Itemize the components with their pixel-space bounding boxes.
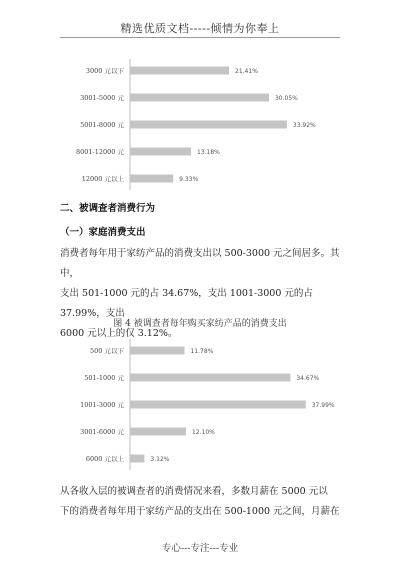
category-label: 500 元以下 [90,347,124,355]
income-distribution-chart [0,55,400,190]
bar [130,455,144,463]
section-paragraph [60,244,345,344]
value-label: 30.05% [274,95,298,102]
category-label: 3001-5000 元 [80,94,124,102]
page-header: 精选优质文档-----倾情为你奉上 [120,22,280,35]
category-label: 501-1000 元 [84,374,124,382]
paragraph-line: 从各收入层的被调查者的消费情况来看，多数月薪在 5000 元以 [60,486,328,497]
bar [130,121,287,129]
category-label: 6000 元以上 [85,455,124,463]
spending-chart [0,335,400,470]
value-label: 33.92% [292,122,316,129]
category-label: 3000 元以下 [85,67,124,75]
header-divider [60,37,340,38]
value-label: 12.10% [191,429,215,436]
section-subheading: （一）家庭消费支出 [60,227,146,238]
category-label: 12000 元以上 [81,175,124,183]
value-label: 21.41% [235,68,258,75]
category-label: 1001-3000 元 [80,401,124,409]
value-label: 37.99% [311,402,335,409]
bar [130,401,306,409]
category-label: 8001-12000 元 [76,148,124,156]
value-label: 11.78% [190,348,214,355]
value-label: 13.18% [196,149,220,156]
paragraph-line: 下的消费者每年用于家纺产品的支出在 500-1000 元之间，月薪在 [60,506,340,517]
bar [130,94,269,102]
section-heading: 二、被调查者消费行为 [60,203,156,214]
bar [130,148,191,156]
value-label: 3.12% [150,456,170,463]
paragraph-line: 6000 元以上的仅 3.12%。 [60,328,178,339]
bar [130,374,290,382]
bar [130,347,184,355]
category-label: 5001-8000 元 [80,121,124,129]
paragraph-line: 消费者每年用于家纺产品的消费支出以 500-3000 元之间居多。其中， [60,248,340,279]
bar [130,67,229,75]
category-label: 3001-6000 元 [80,428,124,436]
value-label: 34.67% [296,375,320,382]
figure-caption: 图 4 被调查者每年购买家纺产品的消费支出 [113,319,287,329]
paragraph-line: 支出 501-1000 元的占 34.67%，支出 1001-3000 元的占 37.99%，支出 [60,288,313,319]
bar [130,175,173,183]
page-footer: 专心---专注---专业 [161,543,239,554]
value-label: 9.33% [179,176,199,183]
bar [130,428,186,436]
closing-paragraph [60,482,345,522]
